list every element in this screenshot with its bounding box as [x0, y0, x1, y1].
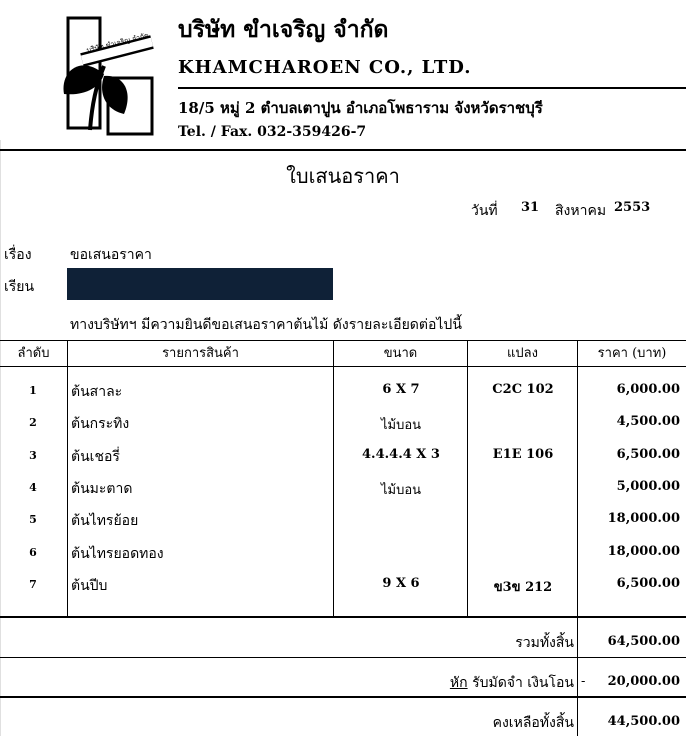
deduct-sign: -	[581, 674, 586, 689]
total-border	[0, 657, 686, 658]
row-number: 6	[29, 546, 37, 559]
row-size: 6 X 7	[382, 382, 420, 397]
subject-label: เรื่อง	[4, 247, 32, 263]
col-divider	[67, 340, 68, 617]
recipient-label: เรียน	[4, 279, 35, 295]
row-item-name: ต้นเชอรี่	[71, 449, 120, 465]
logo-text: บริษัท ขำเจริญ จำกัด	[85, 31, 150, 55]
date-month: สิงหาคม	[555, 203, 607, 219]
row-price: 6,500.00	[616, 576, 680, 591]
deposit-label	[300, 672, 574, 694]
row-number: 7	[29, 578, 37, 591]
row-price: 6,500.00	[616, 447, 680, 462]
date-label: วันที่	[471, 203, 498, 219]
header-item: รายการสินค้า	[162, 346, 239, 361]
balance-value: 44,500.00	[607, 714, 680, 729]
row-item-name: ต้นไทรยอดทอง	[71, 546, 164, 562]
total-label: รวมทั้งสิ้น	[515, 635, 574, 651]
balance-label: คงเหลือทั้งสิ้น	[492, 715, 574, 731]
table-header-border	[0, 366, 686, 367]
row-price: 4,500.00	[616, 414, 680, 429]
row-size: 9 X 6	[382, 576, 420, 591]
row-plot: C2C 102	[492, 382, 554, 397]
header-size: ขนาด	[383, 346, 418, 361]
subject-value: ขอเสนอราคา	[70, 247, 152, 263]
row-price: 18,000.00	[607, 544, 680, 559]
deduct-prefix: หัก	[449, 675, 468, 691]
table-top-border	[0, 340, 686, 341]
row-size: 4.4.4.4 X 3	[362, 447, 440, 462]
row-item-name: ต้นกระทิง	[71, 416, 130, 432]
row-item-name: ต้นปีบ	[71, 578, 108, 594]
deposit-border	[0, 696, 686, 698]
date-day: 31	[521, 200, 540, 215]
row-number: 4	[29, 481, 37, 494]
total-value: 64,500.00	[607, 634, 680, 649]
row-number: 3	[29, 449, 37, 462]
company-address: 18/5 หมู่ 2 ตำบลเตาปูน อำเภอโพธาราม จังหวัดราชบุรี	[178, 99, 543, 117]
header-price: ราคา (บาท)	[597, 346, 667, 361]
row-number: 1	[29, 384, 37, 397]
row-item-name: ต้นไทรย้อย	[71, 513, 139, 529]
table-bottom-border	[0, 616, 686, 618]
intro-text: ทางบริษัทฯ มีความยินดีขอเสนอราคาต้นไม้ ดังรายละเอียดต่อไปนี้	[70, 317, 462, 333]
row-number: 5	[29, 513, 37, 526]
row-size: ไม้บอน	[380, 483, 422, 498]
company-phone: Tel. / Fax. 032-359426-7	[178, 124, 367, 140]
recipient-redacted	[67, 268, 333, 300]
row-size: ไม้บอน	[380, 418, 422, 433]
row-price: 6,000.00	[616, 382, 680, 397]
header-plot: แปลง	[507, 346, 538, 361]
date-year: 2553	[614, 200, 651, 215]
document-title: ใบเสนอราคา	[286, 164, 400, 188]
header-bottom-divider	[0, 149, 686, 151]
header-divider	[178, 87, 686, 89]
row-plot: E1E 106	[492, 447, 554, 462]
row-item-name: ต้นสาละ	[71, 384, 123, 400]
row-item-name: ต้นมะตาด	[71, 481, 133, 497]
company-name-english: KHAMCHAROEN CO., LTD.	[178, 57, 472, 78]
company-name-thai: บริษัท ขำเจริญ จำกัด	[178, 16, 389, 43]
sheet-gridline	[0, 140, 1, 736]
row-price: 18,000.00	[607, 511, 680, 526]
row-price: 5,000.00	[616, 479, 680, 494]
deposit-value: 20,000.00	[607, 674, 680, 689]
header-no: ลำดับ	[17, 346, 50, 361]
row-plot: ข3ข 212	[493, 580, 553, 595]
deduct-label: รับมัดจำ เงินโอน	[472, 675, 574, 691]
row-number: 2	[29, 416, 37, 429]
